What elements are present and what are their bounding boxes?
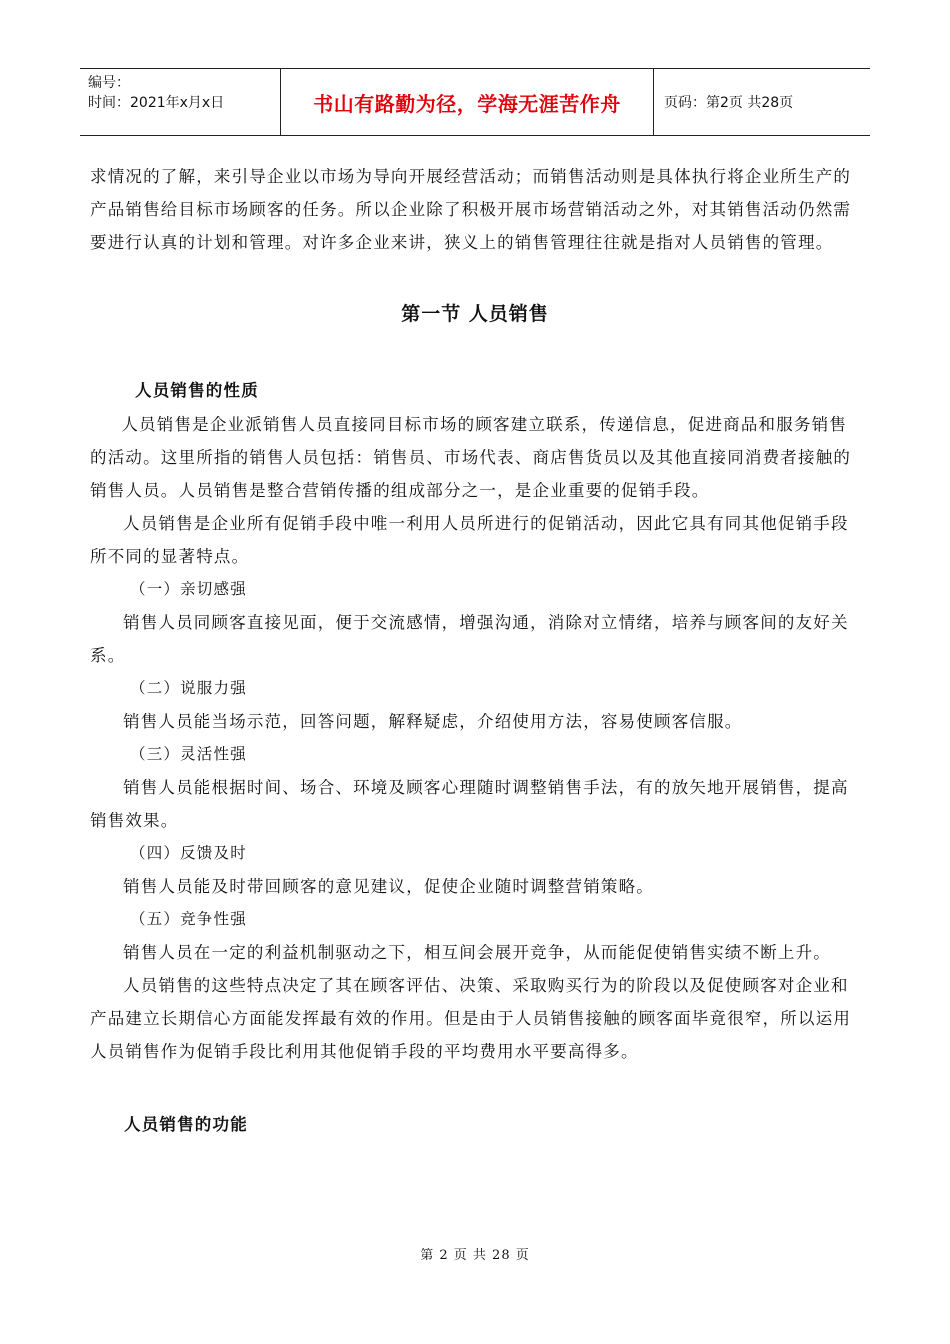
document-date-label: 时间：2021年x月x日 bbox=[88, 95, 225, 111]
feature-text: 销售人员能根据时间、场合、环境及顾客心理随时调整销售手法，有的放矢地开展销售，提高销售效果。 bbox=[90, 778, 849, 830]
intro-paragraph: 求情况的了解，来引导企业以市场为导向开展经营活动；而销售活动则是具体执行将企业所生产的产品销售给目标市场顾客的任务。所以企业除了积极开展市场营销活动之外，对其销售活动仍然需要进行认真的计划和管理。对许多企业来讲，狭义上的销售管理往往就是指对人员销售的管理。 bbox=[90, 167, 852, 252]
paragraph-definition: 人员销售是企业派销售人员直接同目标市场的顾客建立联系，传递信息，促进商品和服务销售的活动。这里所指的销售人员包括：销售员、市场代表、商店售货员以及其他直接同消费者接触的销售人员。人员销售是整合营销传播的组成部分之一，是企业重要的促销手段。 bbox=[90, 415, 852, 500]
header-meta-cell bbox=[80, 69, 281, 135]
header-page-cell bbox=[654, 69, 870, 135]
footer-page-number: 第 2 页 共 28 页 bbox=[420, 1248, 530, 1263]
feature-text: 销售人员能当场示范，回答问题，解释疑虑，介绍使用方法，容易使顾客信服。 bbox=[123, 712, 743, 731]
page-footer bbox=[0, 1244, 950, 1263]
feature-title: （二）说服力强 bbox=[130, 679, 247, 697]
feature-title: （四）反馈及时 bbox=[130, 844, 247, 862]
document-number-label: 编号： bbox=[88, 75, 130, 91]
paragraph-characteristics-intro: 人员销售是企业所有促销手段中唯一利用人员所进行的促销活动，因此它具有同其他促销手段所不同的显著特点。 bbox=[90, 514, 849, 566]
feature-title: （三）灵活性强 bbox=[130, 745, 247, 763]
feature-title: （一）亲切感强 bbox=[130, 580, 247, 598]
feature-title: （五）竞争性强 bbox=[130, 910, 247, 928]
page-header bbox=[80, 68, 870, 136]
header-motto: 书山有路勤为径，学海无涯苦作舟 bbox=[313, 91, 621, 116]
section-title: 第一节 人员销售 bbox=[401, 303, 549, 325]
document-body bbox=[90, 160, 860, 1142]
header-motto-cell bbox=[281, 69, 654, 135]
paragraph-conclusion: 人员销售的这些特点决定了其在顾客评估、决策、采取购买行为的阶段以及促使顾客对企业和产品建立长期信心方面能发挥最有效的作用。但是由于人员销售接触的顾客面毕竟很窄，所以运用人员销售作为促销手段比利用其他促销手段的平均费用水平要高得多。 bbox=[90, 976, 852, 1061]
subsection-heading-functions: 人员销售的功能 bbox=[124, 1115, 248, 1134]
feature-text: 销售人员在一定的利益机制驱动之下，相互间会展开竞争，从而能促使销售实绩不断上升。 bbox=[123, 943, 831, 962]
feature-text: 销售人员同顾客直接见面，便于交流感情，增强沟通，消除对立情绪，培养与顾客间的友好关系。 bbox=[90, 613, 849, 665]
feature-text: 销售人员能及时带回顾客的意见建议，促使企业随时调整营销策略。 bbox=[123, 877, 654, 896]
header-page-info: 页码：第2页 共28页 bbox=[664, 95, 794, 111]
subsection-heading-nature: 人员销售的性质 bbox=[135, 381, 259, 400]
